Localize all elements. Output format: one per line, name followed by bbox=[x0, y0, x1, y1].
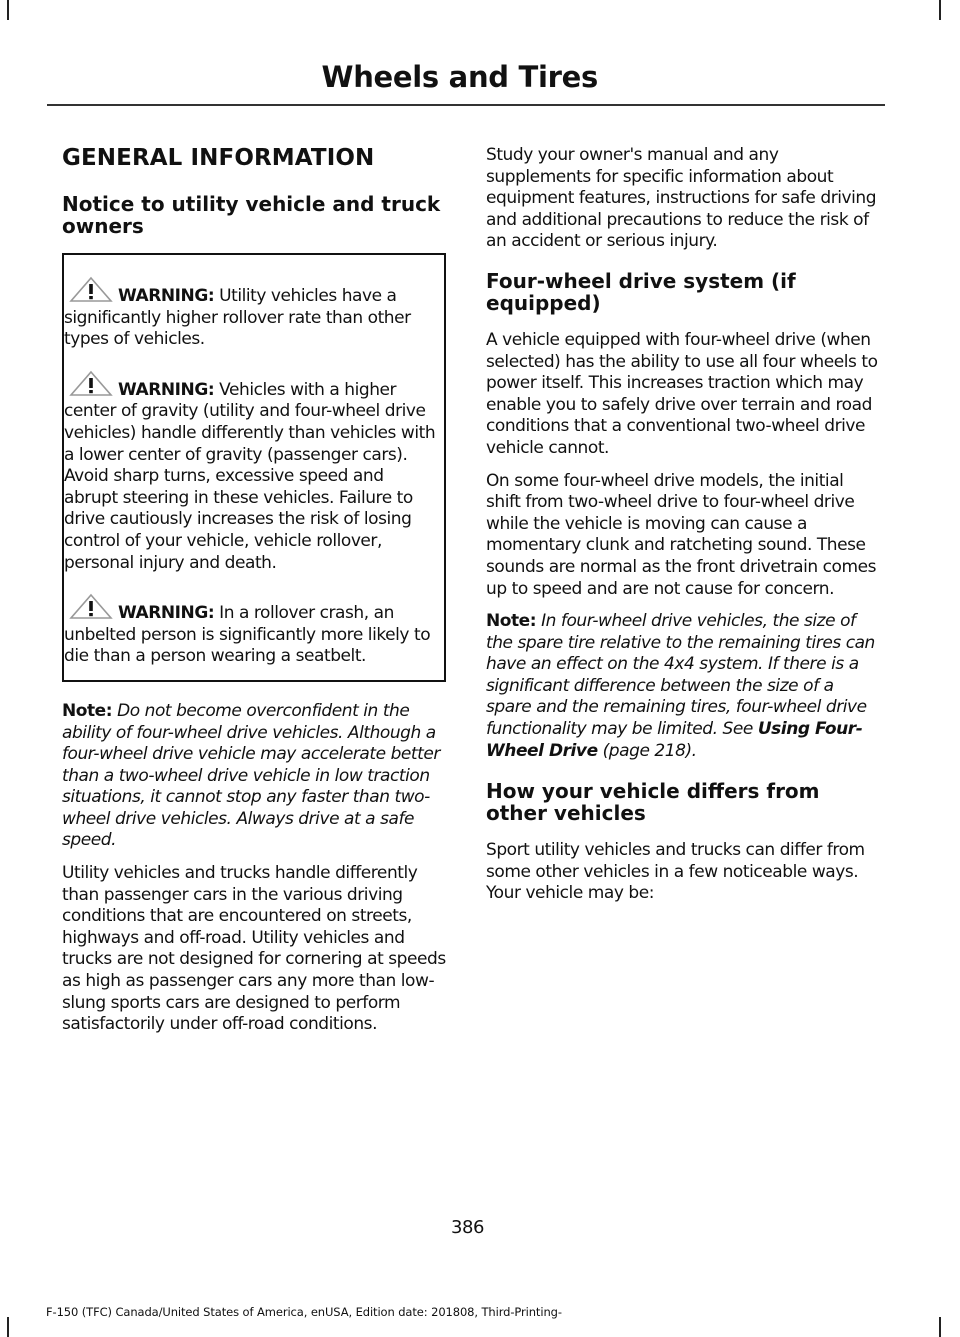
note-text: Do not become overconfident in the ability of four-wheel drive vehicles. Although a four-wheel drive vehicle may accelerate better than a two-wheel drive vehicle in low traction situations, it cannot stop any faster than two-wheel drive vehicles. Always drive at a safe speed. bbox=[62, 700, 440, 851]
crop-mark-bottom-left-v bbox=[7, 1317, 9, 1337]
body-paragraph: Utility vehicles and trucks handle differently than passenger cars in the various driving conditions that are encountered on streets, highways and off-road. Utility vehicles and trucks are not designed for cornering at speeds as high as passenger cars any more than low-slung sports cars are designed to perform satisfactorily under off-road conditions. bbox=[62, 863, 446, 1035]
differs-paragraph: Sport utility vehicles and trucks can differ from some other vehicles in a few noticeable ways. Your vehicle may be: bbox=[486, 840, 865, 904]
fourwd-paragraph-1: A vehicle equipped with four-wheel drive (when selected) has the ability to use all four wheels to power itself. This increases traction which may enable you to safely drive over terrain and road conditions that a conventional two-wheel drive vehicle cannot. bbox=[486, 329, 878, 458]
crop-mark-bottom-right-v bbox=[939, 1317, 941, 1337]
crop-mark-top-right-v bbox=[939, 0, 941, 20]
fourwd-note bbox=[486, 611, 880, 762]
warning-label: WARNING: bbox=[118, 603, 215, 624]
note-text: In four-wheel drive vehicles, the size of the spare tire relative to the remaining tires can have an effect on the 4x4 system. If there is a significant difference between the size of a spare and the remaining tires, four-wheel drive functionality may be limited. See bbox=[486, 611, 875, 740]
intro-paragraph: Study your owner's manual and any supplements for specific information about equipment features, instructions for safe driving and additional precautions to reduce the risk of an accident or serious injury. bbox=[486, 145, 877, 252]
warning-item bbox=[64, 369, 438, 574]
warning-triangle-icon bbox=[64, 592, 116, 620]
note-suffix: (page 218). bbox=[597, 740, 697, 761]
left-column bbox=[62, 145, 446, 1047]
note-label: Note: bbox=[486, 611, 537, 632]
section-title: GENERAL INFORMATION bbox=[62, 145, 375, 171]
differs-heading: How your vehicle differs from other vehicles bbox=[486, 779, 820, 826]
warning-triangle-icon bbox=[64, 369, 116, 397]
fourwd-heading: Four-wheel drive system (if equipped) bbox=[486, 268, 796, 315]
warning-item bbox=[64, 275, 438, 351]
cross-reference-link[interactable]: Using Four-Wheel Drive bbox=[486, 719, 863, 761]
note-label: Note: bbox=[62, 700, 113, 721]
warning-box bbox=[62, 253, 446, 682]
right-column bbox=[486, 145, 880, 916]
notice-subheading: Notice to utility vehicle and truck owners bbox=[62, 192, 441, 238]
warning-label: WARNING: bbox=[118, 379, 215, 400]
warning-text: Vehicles with a higher center of gravity (utility and four-wheel drive vehicles) handle differently than vehicles with a lower center of gravity (passenger cars). Avoid sharp turns, excessive speed and abrupt steering in these vehicles. Failure to drive cautiously increases the risk of losing control of your vehicle, vehicle rollover, personal injury and death. bbox=[64, 379, 436, 573]
fourwd-paragraph-2: On some four-wheel drive models, the initial shift from two-wheel drive to four-wheel drive while the vehicle is moving can cause a momentary clunk and ratcheting sound. These sounds are normal as the front drivetrain comes up to speed and are not cause for concern. bbox=[486, 470, 877, 599]
page-number: 386 bbox=[450, 1217, 484, 1238]
warning-text: In a rollover crash, an unbelted person is significantly more likely to die than a person wearing a seatbelt. bbox=[64, 603, 431, 667]
footer-edition: F-150 (TFC) Canada/United States of America, enUSA, Edition date: 201808, Third-Printing- bbox=[46, 1305, 562, 1319]
warning-triangle-icon bbox=[64, 275, 116, 303]
warning-label: WARNING: bbox=[118, 286, 215, 306]
crop-mark-top-left-v bbox=[7, 0, 9, 20]
page-header-title: Wheels and Tires bbox=[321, 60, 598, 94]
warning-item bbox=[64, 592, 438, 668]
warning-text: Utility vehicles have a significantly higher rollover rate than other types of vehicles. bbox=[64, 286, 411, 350]
header-divider bbox=[47, 104, 885, 106]
note-paragraph bbox=[62, 701, 446, 852]
